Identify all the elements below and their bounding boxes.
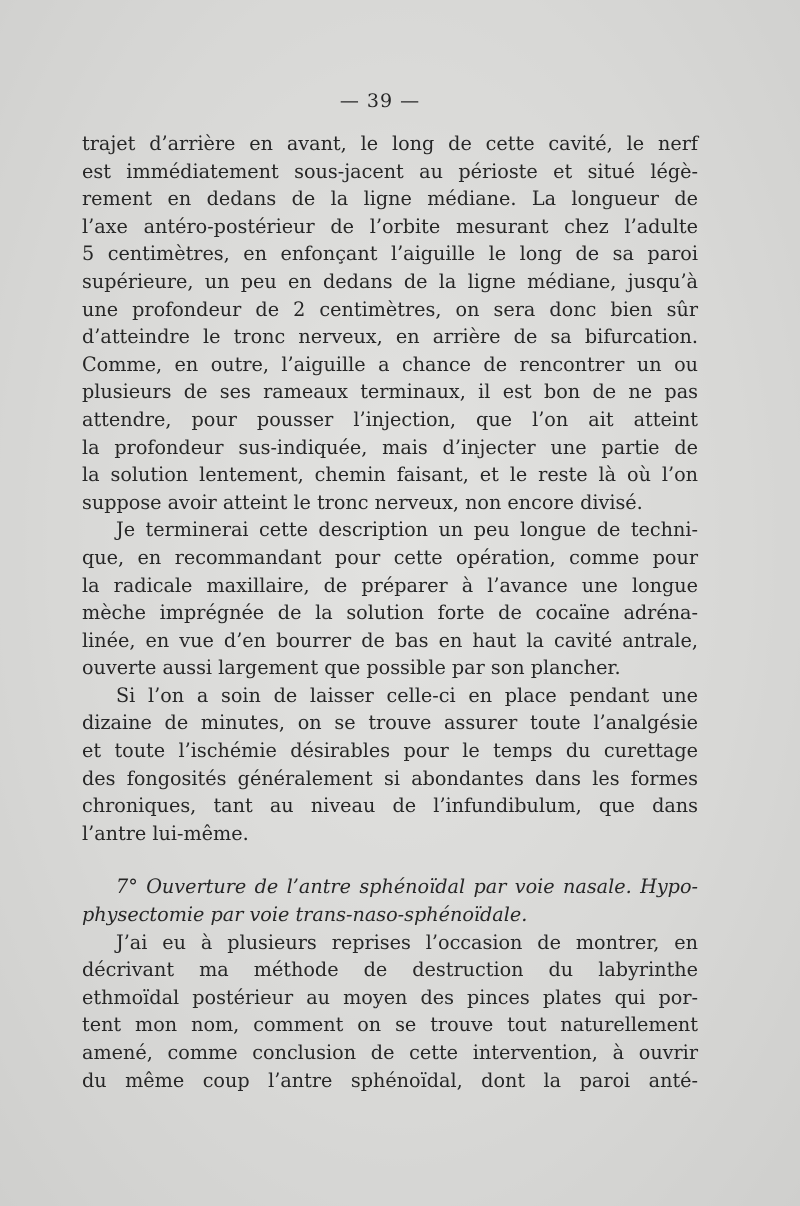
text-line: Comme, en outre, l’aiguille a chance de rencontrer un ou (82, 352, 698, 376)
text-line: supérieure, un peu en dedans de la ligne médiane, jusqu’à (82, 269, 698, 293)
text-line: est immédiatement sous-jacent au périoste et situé légè- (82, 159, 698, 183)
text-line: trajet d’arrière en avant, le long de cette cavité, le nerf (82, 132, 698, 155)
text-line: chroniques, tant au niveau de l’infundibulum, que dans (82, 794, 698, 818)
text-line: décrivant ma méthode de destruction du labyrinthe (82, 958, 698, 982)
text-line: du même coup l’antre sphénoïdal, dont la paroi anté- (82, 1068, 698, 1092)
text-line: Je terminerai cette description un peu longue de techni- (116, 518, 698, 542)
paragraph-4 (82, 929, 698, 1095)
text-line: l’antre lui-même. (82, 821, 249, 845)
section-gap (82, 847, 698, 873)
text-line: une profondeur de 2 centimètres, on sera donc bien sûr (82, 297, 698, 321)
text-line: que, en recommandant pour cette opération, comme pour (82, 545, 698, 569)
text-line: rement en dedans de la ligne médiane. La longueur de (82, 187, 698, 211)
text-line: dizaine de minutes, on se trouve assurer toute l’analgésie (82, 711, 698, 735)
text-line: des fongosités généralement si abondantes dans les formes (82, 766, 698, 790)
text-line: d’atteindre le tronc nerveux, en arrière de sa bifurcation. (82, 325, 698, 349)
text-line: l’axe antéro-postérieur de l’orbite mesurant chez l’adulte (82, 214, 698, 238)
text-line: tent mon nom, comment on se trouve tout naturellement (82, 1013, 698, 1037)
text-line: ethmoïdal postérieur au moyen des pinces plates qui por- (82, 985, 698, 1009)
text-line: J’ai eu à plusieurs reprises l’occasion de montrer, en (116, 930, 698, 954)
text-line: la profondeur sus-indiquée, mais d’injecter une partie de (82, 435, 698, 459)
text-line: 5 centimètres, en enfonçant l’aiguille le long de sa paroi (82, 242, 698, 266)
text-line: amené, comme conclusion de cette intervention, à ouvrir (82, 1041, 698, 1064)
text-line: suppose avoir atteint le tronc nerveux, non encore divisé. (82, 490, 643, 514)
text-line: la radicale maxillaire, de préparer à l’avance une longue (82, 573, 698, 597)
body-text (82, 130, 698, 1094)
heading-line: physectomie par voie trans-naso-sphénoïdale. (82, 903, 528, 927)
text-line: linée, en vue d’en bourrer de bas en haut la cavité antrale, (82, 628, 698, 652)
text-line: Si l’on a soin de laisser celle-ci en place pendant une (116, 683, 698, 707)
text-line: et toute l’ischémie désirables pour le temps du curettage (82, 739, 698, 763)
text-line: attendre, pour pousser l’injection, que l’on ait atteint (82, 407, 698, 431)
text-line: ouverte aussi largement que possible par son plancher. (82, 656, 621, 680)
paragraph-1 (82, 130, 698, 516)
paragraph-2 (82, 516, 698, 682)
text-line: la solution lentement, chemin faisant, et le reste là où l’on (82, 463, 698, 487)
page-number: — 39 — (339, 90, 421, 112)
section-heading (82, 873, 698, 928)
paragraph-3 (82, 682, 698, 848)
text-line: plusieurs de ses rameaux terminaux, il est bon de ne pas (82, 380, 698, 404)
text-line: mèche imprégnée de la solution forte de cocaïne adréna- (82, 601, 698, 625)
heading-line: 7° Ouverture de l’antre sphénoïdal par voie nasale. Hypo- (116, 875, 698, 899)
